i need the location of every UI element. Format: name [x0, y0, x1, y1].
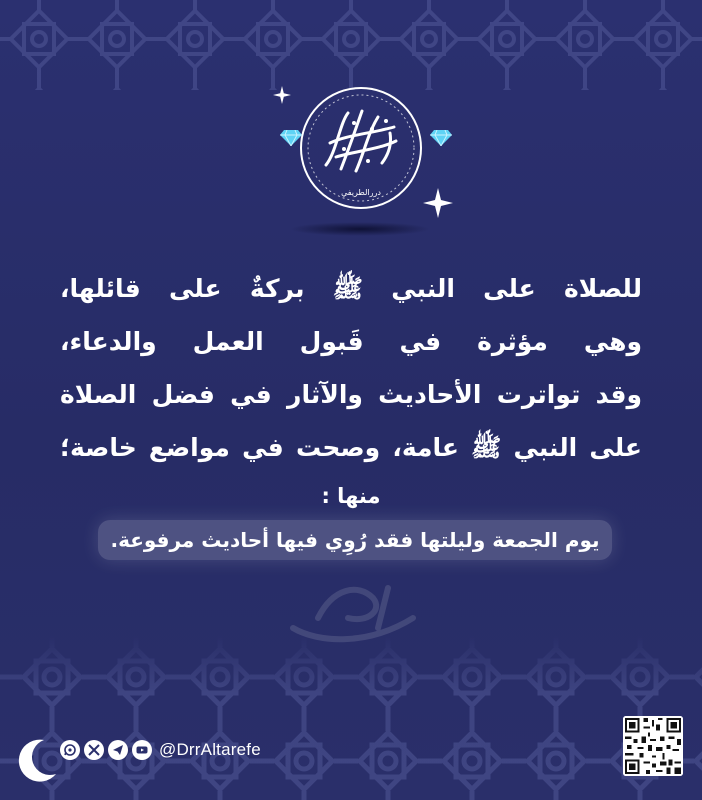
- sparkle-icon: [273, 86, 291, 104]
- telegram-icon[interactable]: [108, 740, 128, 760]
- body-line: وهي مؤثرة في قَبول العمل والدعاء،: [60, 327, 642, 356]
- sparkle-icon: [423, 188, 453, 218]
- body-line: للصلاة على النبي ﷺ بركةٌ على قائلها،: [60, 274, 642, 303]
- bottom-pattern: [0, 635, 702, 800]
- diamond-icon: [280, 130, 302, 146]
- logo-caption: دررالطريفي: [341, 188, 381, 197]
- whatsapp-icon[interactable]: [60, 740, 80, 760]
- logo-shadow: [290, 222, 430, 236]
- sub-label: منها :: [321, 484, 381, 508]
- body-paragraph: [60, 262, 642, 478]
- calligraphy-watermark: [278, 568, 428, 650]
- highlight-text: يوم الجمعة وليلتها فقد رُوِي فيها أحاديث مرفوعة.: [110, 528, 600, 552]
- body-line: وقد تواترت الأحاديث والآثار في فضل الصلاة: [60, 380, 642, 409]
- logo: [296, 83, 426, 213]
- crescent-moon-icon: [18, 738, 58, 782]
- qr-code: [623, 716, 683, 776]
- x-icon[interactable]: [84, 740, 104, 760]
- diamond-icon: [430, 130, 452, 146]
- social-handle[interactable]: @DrrAltarefe: [159, 740, 261, 759]
- top-pattern: [0, 0, 702, 90]
- social-links: [60, 739, 261, 761]
- youtube-icon[interactable]: [132, 740, 152, 760]
- body-line: على النبي ﷺ عامة، وصحت في مواضع خاصة؛: [60, 433, 642, 462]
